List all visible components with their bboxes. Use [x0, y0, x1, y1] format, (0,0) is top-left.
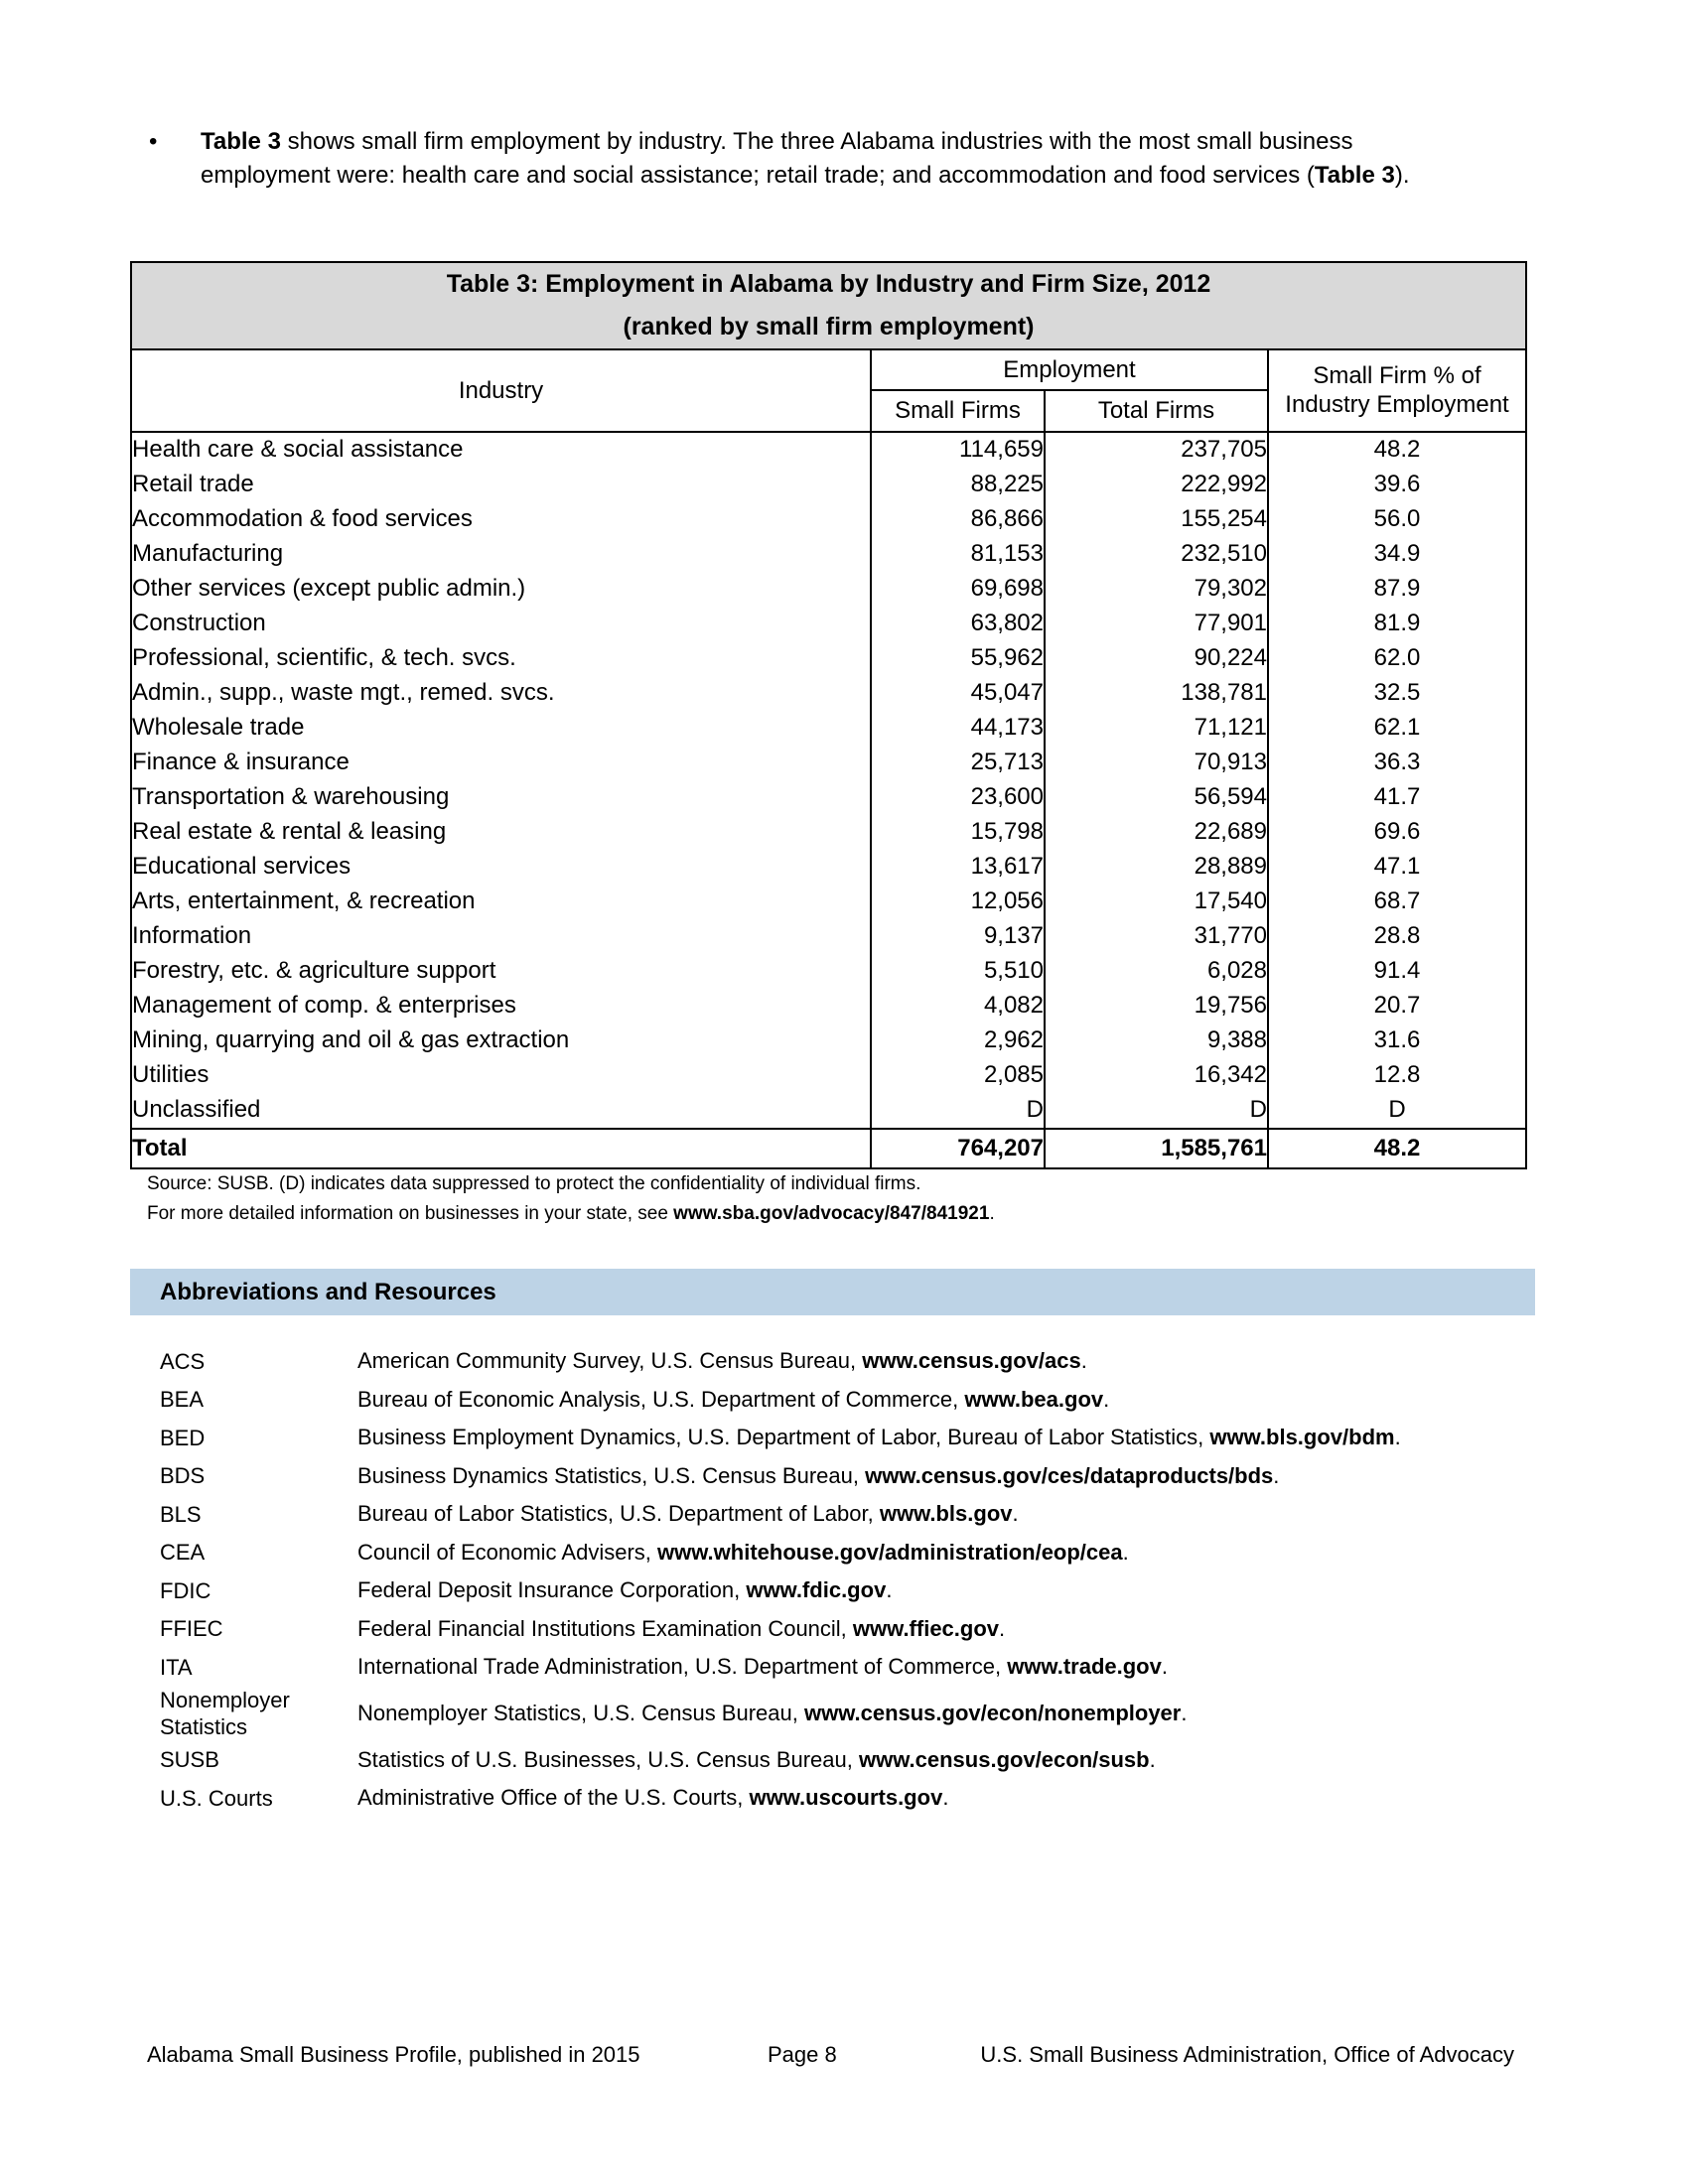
abbreviation-text: Administrative Office of the U.S. Courts, [357, 1785, 750, 1811]
industry-cell: Unclassified [132, 1096, 261, 1124]
abbreviation-term: BEA [160, 1387, 205, 1412]
industry-cell: Mining, quarrying and oil & gas extraction [132, 1026, 570, 1054]
total-firms-cell: D [1045, 1093, 1268, 1129]
abbreviation-row [160, 1687, 1550, 1741]
small-firm-pct-cell: 68.7 [1268, 885, 1526, 919]
abbreviation-term: FDIC [160, 1577, 211, 1603]
total-firms-cell: 79,302 [1045, 572, 1268, 607]
abbreviation-term: BDS [160, 1463, 206, 1488]
column-header-small-firms: Small Firms [871, 390, 1045, 432]
table-row [131, 815, 1526, 850]
table-title-row [131, 262, 1526, 306]
abbreviation-row [160, 1779, 1550, 1818]
total-firms-cell: 9,388 [1045, 1024, 1268, 1058]
industry-cell: Finance & insurance [132, 749, 350, 776]
footer-page-number: Page 8 [768, 2042, 837, 2067]
pct-header-line-1: Small Firm % of [1313, 361, 1481, 389]
table-row [131, 572, 1526, 607]
total-firms-cell: 222,992 [1045, 468, 1268, 502]
small-firms-cell: 69,698 [871, 572, 1045, 607]
small-firms-cell: 12,056 [871, 885, 1045, 919]
small-firms-cell: 114,659 [871, 432, 1045, 468]
abbreviation-description [357, 1348, 1087, 1374]
abbreviation-row [160, 1342, 1550, 1381]
small-firms-cell: 2,085 [871, 1058, 1045, 1093]
small-firm-pct-cell: 39.6 [1268, 468, 1526, 502]
small-firms-cell: 86,866 [871, 502, 1045, 537]
abbreviation-term: CEA [160, 1540, 206, 1565]
abbreviation-link[interactable]: www.bls.gov [879, 1501, 1013, 1527]
total-firms-cell: 155,254 [1045, 502, 1268, 537]
more-info-link[interactable]: www.sba.gov/advocacy/847/841921 [673, 1203, 990, 1224]
industry-cell: Retail trade [132, 471, 254, 498]
more-info-note [147, 1203, 995, 1225]
small-firms-cell: 4,082 [871, 989, 1045, 1024]
pct-header-line-2: Industry Employment [1285, 390, 1509, 418]
total-firms-cell: 28,889 [1045, 850, 1268, 885]
small-firms-cell: 2,962 [871, 1024, 1045, 1058]
abbreviation-link[interactable]: www.ffiec.gov [852, 1615, 1000, 1641]
table-row [131, 885, 1526, 919]
industry-cell: Transportation & warehousing [132, 783, 450, 811]
small-firm-pct-cell: 47.1 [1268, 850, 1526, 885]
abbreviation-link[interactable]: www.census.gov/econ/nonemployer [803, 1701, 1182, 1725]
total-firms-cell: 31,770 [1045, 919, 1268, 954]
table-total-row [131, 1129, 1526, 1168]
abbreviation-term: FFIEC [160, 1616, 223, 1641]
abbreviation-link[interactable]: www.uscourts.gov [749, 1785, 943, 1811]
small-firms-cell: 81,153 [871, 537, 1045, 572]
abbreviation-suffix: . [1122, 1539, 1129, 1565]
abbreviation-row [160, 1741, 1550, 1780]
source-note: Source: SUSB. (D) indicates data suppressed to protect the confidentiality of individual firms. [147, 1173, 921, 1194]
small-firm-pct-cell: 62.0 [1268, 641, 1526, 676]
small-firm-pct-cell: 36.3 [1268, 746, 1526, 780]
small-firm-pct-cell: 81.9 [1268, 607, 1526, 641]
total-firms-cell: 70,913 [1045, 746, 1268, 780]
small-firm-pct-cell: 69.6 [1268, 815, 1526, 850]
abbreviation-term: ACS [160, 1348, 206, 1374]
abbreviation-link[interactable]: www.bls.gov/bdm [1209, 1425, 1395, 1450]
table-title: Table 3: Employment in Alabama by Industry and Firm Size, 2012 [131, 262, 1526, 306]
abbreviation-description [357, 1540, 1129, 1566]
abbreviation-description [357, 1701, 1187, 1726]
total-firms-cell: 19,756 [1045, 989, 1268, 1024]
abbreviation-suffix: . [1080, 1348, 1087, 1374]
abbreviation-suffix: . [1103, 1386, 1110, 1412]
table-row [131, 780, 1526, 815]
total-firms-cell: 16,342 [1045, 1058, 1268, 1093]
small-firms-cell: 88,225 [871, 468, 1045, 502]
industry-cell: Management of comp. & enterprises [132, 992, 516, 1020]
abbreviation-description [357, 1785, 948, 1811]
abbreviation-text: Bureau of Labor Statistics, U.S. Department of Labor, [357, 1501, 880, 1527]
abbreviation-text: Business Dynamics Statistics, U.S. Census Bureau, [357, 1462, 866, 1488]
table-row [131, 1058, 1526, 1093]
small-firm-pct-cell: 32.5 [1268, 676, 1526, 711]
abbreviations-heading-bar [130, 1269, 1535, 1315]
abbreviation-term: U.S. Courts [160, 1785, 273, 1811]
small-firm-pct-cell: 41.7 [1268, 780, 1526, 815]
small-firm-pct-cell: 20.7 [1268, 989, 1526, 1024]
column-header-small-firm-pct [1268, 349, 1526, 432]
abbreviation-link[interactable]: www.fdic.gov [746, 1577, 887, 1603]
small-firm-pct-cell: 28.8 [1268, 919, 1526, 954]
total-firms-cell: 56,594 [1045, 780, 1268, 815]
total-firms-cell: 138,781 [1045, 676, 1268, 711]
table3-body [131, 432, 1526, 1129]
small-firms-cell: 45,047 [871, 676, 1045, 711]
abbreviation-row [160, 1419, 1550, 1457]
abbreviation-term: SUSB [160, 1747, 219, 1772]
table-row [131, 502, 1526, 537]
abbreviation-description [357, 1747, 1156, 1773]
abbreviation-link[interactable]: www.census.gov/ces/dataproducts/bds [865, 1462, 1274, 1488]
abbreviation-suffix: . [1273, 1462, 1280, 1488]
abbreviation-row [160, 1381, 1550, 1420]
abbreviation-description [357, 1463, 1279, 1489]
abbreviations-list [160, 1342, 1550, 1818]
table-row [131, 1024, 1526, 1058]
intro-segment-2: ). [1394, 162, 1410, 190]
industry-cell: Information [132, 922, 252, 950]
total-firms-cell: 232,510 [1045, 537, 1268, 572]
footer-document-title: Alabama Small Business Profile, published in 2015 [147, 2042, 640, 2067]
total-firms-cell: 237,705 [1045, 432, 1268, 468]
abbreviation-description [357, 1387, 1109, 1413]
abbreviation-text: Council of Economic Advisers, [357, 1539, 658, 1565]
abbreviation-description [357, 1577, 892, 1603]
abbreviation-suffix: . [1149, 1746, 1156, 1772]
small-firm-pct-cell: 31.6 [1268, 1024, 1526, 1058]
table-header-row-1 [131, 349, 1526, 390]
abbreviation-description [357, 1654, 1168, 1680]
industry-cell: Forestry, etc. & agriculture support [132, 957, 496, 985]
abbreviation-row [160, 1571, 1550, 1610]
abbreviation-text: Bureau of Economic Analysis, U.S. Department of Commerce, [357, 1386, 965, 1412]
abbreviation-row [160, 1648, 1550, 1687]
abbreviation-row [160, 1610, 1550, 1649]
total-firms-cell: 71,121 [1045, 711, 1268, 746]
intro-bullet [149, 125, 1489, 193]
abbreviation-suffix: . [1181, 1701, 1188, 1725]
total-label-cell: Total [131, 1129, 871, 1168]
small-firms-cell: 23,600 [871, 780, 1045, 815]
small-firms-cell: 55,962 [871, 641, 1045, 676]
intro-bold-1: Table 3 [201, 128, 281, 155]
table-row [131, 468, 1526, 502]
total-firms-cell: 6,028 [1045, 954, 1268, 989]
small-firms-cell: 13,617 [871, 850, 1045, 885]
abbreviation-term: BED [160, 1425, 206, 1450]
column-header-employment: Employment [871, 349, 1268, 390]
abbreviation-text: Federal Deposit Insurance Corporation, [357, 1577, 747, 1603]
abbreviation-suffix: . [999, 1615, 1006, 1641]
industry-cell: Manufacturing [132, 540, 284, 568]
table-subtitle: (ranked by small firm employment) [131, 306, 1526, 349]
small-firm-pct-cell: 34.9 [1268, 537, 1526, 572]
table-subtitle-row [131, 306, 1526, 349]
table-row [131, 1093, 1526, 1129]
small-firms-cell: 15,798 [871, 815, 1045, 850]
industry-cell: Other services (except public admin.) [132, 575, 526, 603]
industry-cell: Real estate & rental & leasing [132, 818, 447, 846]
abbreviation-text: American Community Survey, U.S. Census Bureau, [357, 1348, 863, 1374]
small-firm-pct-cell: 56.0 [1268, 502, 1526, 537]
small-firm-pct-cell: 12.8 [1268, 1058, 1526, 1093]
table-row [131, 919, 1526, 954]
industry-cell: Admin., supp., waste mgt., remed. svcs. [132, 679, 555, 707]
small-firms-cell: 44,173 [871, 711, 1045, 746]
abbreviation-term: Nonemployer Statistics [160, 1687, 290, 1739]
abbreviation-text: Federal Financial Institutions Examination Council, [357, 1615, 853, 1641]
total-firms-cell: 22,689 [1045, 815, 1268, 850]
industry-cell: Professional, scientific, & tech. svcs. [132, 644, 516, 672]
abbreviation-link[interactable]: www.bea.gov [964, 1386, 1104, 1412]
total-firms-cell: 90,224 [1045, 641, 1268, 676]
abbreviation-row [160, 1495, 1550, 1534]
small-firms-cell: 9,137 [871, 919, 1045, 954]
small-firm-pct-cell: 91.4 [1268, 954, 1526, 989]
industry-cell: Construction [132, 610, 266, 637]
abbreviation-link[interactable]: www.trade.gov [1007, 1654, 1162, 1680]
small-firm-pct-cell: 62.1 [1268, 711, 1526, 746]
bullet-icon: • [149, 128, 158, 155]
abbreviation-row [160, 1457, 1550, 1496]
table-row [131, 850, 1526, 885]
small-firms-cell: 25,713 [871, 746, 1045, 780]
abbreviation-link[interactable]: www.census.gov/acs [862, 1348, 1081, 1374]
abbreviation-link[interactable]: www.whitehouse.gov/administration/eop/cea [657, 1539, 1123, 1565]
table-row [131, 641, 1526, 676]
abbreviation-description [357, 1616, 1005, 1642]
small-firm-pct-cell: 87.9 [1268, 572, 1526, 607]
footer-publisher: U.S. Small Business Administration, Office of Advocacy [980, 2042, 1514, 2067]
total-pct-cell: 48.2 [1268, 1129, 1526, 1168]
more-info-text: For more detailed information on businesses in your state, see [147, 1203, 674, 1224]
total-total-firms-cell: 1,585,761 [1045, 1129, 1268, 1168]
industry-cell: Utilities [132, 1061, 210, 1089]
industry-cell: Wholesale trade [132, 714, 305, 742]
more-info-suffix: . [989, 1203, 995, 1224]
abbreviation-description [357, 1501, 1019, 1527]
industry-cell: Accommodation & food services [132, 505, 473, 533]
industry-cell: Educational services [132, 853, 352, 881]
table-row [131, 607, 1526, 641]
abbreviation-description [357, 1425, 1401, 1450]
column-header-total-firms: Total Firms [1045, 390, 1268, 432]
total-firms-cell: 77,901 [1045, 607, 1268, 641]
intro-bold-2: Table 3 [1314, 162, 1395, 190]
table-row [131, 432, 1526, 468]
abbreviation-suffix: . [942, 1785, 949, 1811]
small-firms-cell: 63,802 [871, 607, 1045, 641]
small-firms-cell: D [871, 1093, 1045, 1129]
employment-table [130, 261, 1527, 1169]
abbreviation-suffix: . [886, 1577, 893, 1603]
table-row [131, 746, 1526, 780]
column-header-industry: Industry [131, 349, 871, 432]
table-row [131, 954, 1526, 989]
intro-text [201, 125, 1483, 193]
table-row [131, 989, 1526, 1024]
table-row [131, 711, 1526, 746]
small-firms-cell: 5,510 [871, 954, 1045, 989]
table-row [131, 676, 1526, 711]
abbreviation-suffix: . [1012, 1501, 1019, 1527]
total-firms-cell: 17,540 [1045, 885, 1268, 919]
abbreviation-suffix: . [1161, 1654, 1168, 1680]
abbreviation-term: BLS [160, 1501, 202, 1527]
abbreviation-link[interactable]: www.census.gov/econ/susb [859, 1746, 1150, 1772]
abbreviation-row [160, 1534, 1550, 1572]
total-small-firms-cell: 764,207 [871, 1129, 1045, 1168]
small-firm-pct-cell: D [1268, 1093, 1526, 1129]
abbreviation-suffix: . [1394, 1425, 1401, 1450]
industry-cell: Arts, entertainment, & recreation [132, 887, 476, 915]
abbreviations-heading: Abbreviations and Resources [160, 1278, 496, 1305]
abbreviation-text: International Trade Administration, U.S. Department of Commerce, [357, 1654, 1008, 1680]
intro-segment-1: shows small firm employment by industry. The three Alabama industries with the most small business employment were: health care and social assistance; retail trade; and accommodation and food services ( [201, 128, 1353, 190]
abbreviation-text: Nonemployer Statistics, U.S. Census Bureau, [357, 1701, 804, 1725]
abbreviation-term: ITA [160, 1654, 193, 1680]
industry-cell: Health care & social assistance [132, 436, 464, 464]
small-firm-pct-cell: 48.2 [1268, 432, 1526, 468]
abbreviation-text: Statistics of U.S. Businesses, U.S. Census Bureau, [357, 1746, 859, 1772]
table-row [131, 537, 1526, 572]
abbreviation-text: Business Employment Dynamics, U.S. Department of Labor, Bureau of Labor Statistics, [357, 1425, 1210, 1450]
